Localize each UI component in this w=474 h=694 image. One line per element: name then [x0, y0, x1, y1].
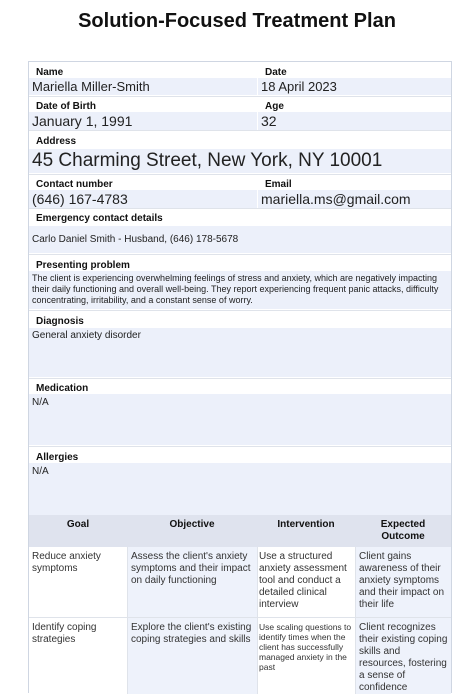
age-value: 32: [261, 113, 277, 129]
name-value: Mariella Miller-Smith: [32, 79, 150, 94]
date-value: 18 April 2023: [261, 79, 337, 94]
row1-outcome: Client gains awareness of their anxiety symptoms and their impact on their life: [356, 547, 451, 617]
presenting-label: Presenting problem: [36, 260, 130, 271]
contact-value: (646) 167-4783: [32, 191, 128, 207]
email-value: mariella.ms@gmail.com: [261, 191, 411, 207]
diagnosis-field[interactable]: [29, 328, 451, 377]
diagnosis-label: Diagnosis: [36, 316, 84, 327]
presenting-value: The client is experiencing overwhelming feelings of stress and anxiety, which are negatively impacting their daily functioning and overall well-being. They report experiencing frequent panic attacks, difficulty concentrating, irritability, and a constant sense of worry.: [32, 273, 439, 305]
email-cell: [258, 175, 451, 208]
medication-label: Medication: [36, 383, 89, 394]
contact-field[interactable]: [29, 190, 257, 208]
address-label: Address: [36, 136, 77, 147]
treatment-table-header: [29, 515, 451, 547]
address-value: 45 Charming Street, New York, NY 10001: [32, 150, 383, 171]
email-field[interactable]: [258, 190, 451, 208]
header-intervention: Intervention: [277, 519, 335, 530]
dob-label: Date of Birth: [36, 101, 96, 112]
page-title: Solution-Focused Treatment Plan: [78, 10, 396, 32]
email-label: Email: [265, 179, 292, 190]
row-medication: [29, 379, 451, 446]
allergies-value: N/A: [32, 466, 49, 477]
header-goal: Goal: [66, 519, 90, 530]
row2-objective: Explore the client's existing coping strategies and skills: [128, 618, 257, 694]
row-emergency: [29, 209, 451, 254]
row-presenting: [29, 255, 451, 310]
allergies-label: Allergies: [36, 452, 79, 463]
presenting-field[interactable]: [29, 271, 451, 309]
contact-cell: [29, 175, 257, 208]
row-allergies: [29, 447, 451, 515]
row1-objective: Assess the client's anxiety symptoms and their impact on daily functioning: [128, 547, 257, 617]
treatment-plan-form: [28, 61, 452, 693]
age-cell: [258, 97, 451, 130]
row2-outcome: Client recognizes their existing coping skills and resources, fostering a sense of confidence: [356, 618, 451, 694]
dob-value: January 1, 1991: [32, 113, 133, 129]
dob-field[interactable]: [29, 112, 257, 130]
name-field[interactable]: [29, 78, 257, 95]
contact-label: Contact number: [36, 179, 113, 190]
medication-field[interactable]: [29, 394, 451, 445]
header-objective: Objective: [169, 519, 215, 530]
dob-cell: [29, 97, 257, 130]
age-label: Age: [265, 101, 284, 112]
row2-goal: Identify coping strategies: [32, 622, 97, 645]
allergies-field[interactable]: [29, 463, 451, 515]
row-contact-email: [29, 175, 451, 208]
emergency-label: Emergency contact details: [36, 213, 163, 224]
name-label: Name: [36, 67, 64, 78]
row-name-date: [29, 62, 451, 96]
row-diagnosis: [29, 311, 451, 378]
date-cell: [258, 62, 451, 96]
emergency-field[interactable]: [29, 226, 451, 253]
diagnosis-value: General anxiety disorder: [32, 330, 141, 341]
row1-goal: Reduce anxiety symptoms: [32, 551, 101, 574]
date-label: Date: [265, 67, 287, 78]
date-field[interactable]: [258, 78, 451, 95]
row-dob-age: [29, 97, 451, 130]
emergency-value: Carlo Daniel Smith - Husband, (646) 178-5678: [32, 234, 239, 245]
row-address: [29, 131, 451, 174]
name-cell: [29, 62, 257, 96]
header-expected-outcome: Expected Outcome: [380, 519, 426, 542]
row1-intervention: Use a structured anxiety assessment tool and conduct a detailed clinical interview: [259, 551, 347, 610]
medication-value: N/A: [32, 397, 49, 408]
row2-intervention: Use scaling questions to identify times when the client has successfully managed anxiety in the past: [259, 622, 352, 672]
address-field[interactable]: [29, 149, 451, 173]
age-field[interactable]: [258, 112, 451, 130]
